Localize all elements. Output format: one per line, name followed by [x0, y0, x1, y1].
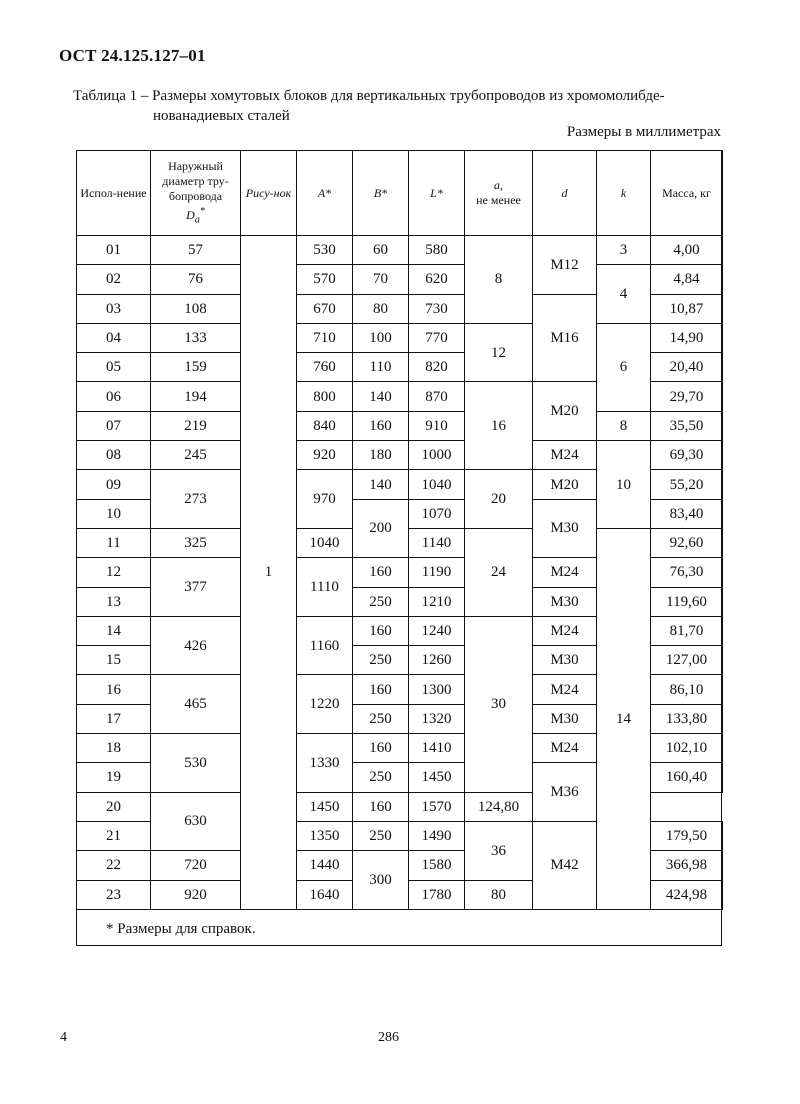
cell-L: 1410	[409, 734, 465, 763]
cell-diameter: 194	[151, 382, 241, 411]
cell-d: M20	[533, 382, 597, 441]
table-row	[77, 265, 723, 294]
cell-L: 1000	[409, 441, 465, 470]
cell-B: 160	[353, 411, 409, 440]
cell-L: 730	[409, 294, 465, 323]
cell-mass: 29,70	[651, 382, 723, 411]
cell-A: 1110	[297, 558, 353, 617]
cell-L: 1260	[409, 646, 465, 675]
cell-isp: 05	[77, 353, 151, 382]
cell-mass: 179,50	[651, 821, 723, 850]
cell-B: 250	[353, 587, 409, 616]
cell-mass: 69,30	[651, 441, 723, 470]
cell-d: M42	[533, 821, 597, 909]
cell-d: M12	[533, 236, 597, 295]
cell-B: 140	[353, 470, 409, 499]
cell-mass: 10,87	[651, 294, 723, 323]
cell-figure: 1	[241, 236, 297, 910]
cell-A: 670	[297, 294, 353, 323]
cell-isp: 06	[77, 382, 151, 411]
cell-d: M36	[533, 763, 597, 822]
cell-mass: 133,80	[651, 704, 723, 733]
cell-B: 300	[353, 851, 409, 910]
header-diameter	[151, 151, 241, 236]
cell-isp: 03	[77, 294, 151, 323]
cell-A: 920	[297, 441, 353, 470]
cell-isp: 11	[77, 528, 151, 557]
header-A: A*	[297, 151, 353, 236]
cell-L: 620	[409, 265, 465, 294]
cell-A: 840	[297, 411, 353, 440]
cell-diameter: 76	[151, 265, 241, 294]
cell-mass: 4,84	[651, 265, 723, 294]
cell-k: 3	[597, 236, 651, 265]
table-row	[77, 441, 723, 470]
cell-diameter: 920	[151, 880, 241, 909]
cell-diameter: 720	[151, 851, 241, 880]
cell-mass: 92,60	[651, 528, 723, 557]
cell-d: M30	[533, 499, 597, 558]
cell-A: 570	[297, 265, 353, 294]
cell-A: 1330	[297, 734, 353, 793]
cell-A: 1350	[297, 821, 353, 850]
cell-a: 30	[465, 616, 533, 792]
cell-mass: 102,10	[651, 734, 723, 763]
cell-d: M30	[533, 646, 597, 675]
cell-L: 1300	[409, 675, 465, 704]
footnote: * Размеры для справок.	[106, 921, 256, 937]
cell-isp: 12	[77, 558, 151, 587]
cell-isp: 20	[77, 792, 151, 821]
cell-mass: 124,80	[465, 792, 533, 821]
header-figure: Рису-нок	[241, 151, 297, 236]
cell-d: M30	[533, 587, 597, 616]
cell-B: 160	[353, 792, 409, 821]
cell-B: 110	[353, 353, 409, 382]
cell-k: 10	[597, 441, 651, 529]
cell-L: 580	[409, 236, 465, 265]
cell-B: 160	[353, 558, 409, 587]
cell-d: M16	[533, 294, 597, 382]
cell-L: 1070	[409, 499, 465, 528]
cell-isp: 22	[77, 851, 151, 880]
cell-L: 1210	[409, 587, 465, 616]
cell-A: 1450	[297, 792, 353, 821]
cell-B: 80	[353, 294, 409, 323]
cell-diameter: 630	[151, 792, 241, 851]
dimensions-table-frame	[76, 150, 722, 946]
cell-A: 1220	[297, 675, 353, 734]
cell-isp: 23	[77, 880, 151, 909]
page-number-center: 286	[378, 1030, 399, 1045]
cell-mass: 86,10	[651, 675, 723, 704]
cell-B: 140	[353, 382, 409, 411]
cell-diameter: 465	[151, 675, 241, 734]
cell-isp: 14	[77, 616, 151, 645]
cell-diameter: 108	[151, 294, 241, 323]
cell-diameter: 325	[151, 528, 241, 557]
units-note: Размеры в миллиметрах	[566, 124, 721, 140]
cell-L: 910	[409, 411, 465, 440]
cell-isp: 07	[77, 411, 151, 440]
cell-d: M24	[533, 734, 597, 763]
cell-k: 14	[597, 528, 651, 909]
cell-B: 160	[353, 675, 409, 704]
table-row	[77, 411, 723, 440]
cell-a: 20	[465, 470, 533, 529]
cell-A: 1160	[297, 616, 353, 675]
cell-B: 250	[353, 821, 409, 850]
cell-A: 530	[297, 236, 353, 265]
header-L: L*	[409, 151, 465, 236]
cell-A: 1440	[297, 851, 353, 880]
header-mass: Масса, кг	[651, 151, 723, 236]
header-d: d	[533, 151, 597, 236]
cell-mass: 81,70	[651, 616, 723, 645]
header-a-note: не менее	[476, 193, 521, 207]
cell-diameter: 377	[151, 558, 241, 617]
caption-line-1: Таблица 1 – Размеры хомутовых блоков для вертикальных трубопроводов из хромомолибде-	[73, 88, 665, 104]
dimensions-table	[76, 150, 723, 910]
cell-mass: 366,98	[651, 851, 723, 880]
cell-d: M20	[533, 470, 597, 499]
cell-L: 870	[409, 382, 465, 411]
cell-B: 250	[353, 646, 409, 675]
cell-B: 160	[353, 734, 409, 763]
cell-mass: 76,30	[651, 558, 723, 587]
cell-B: 60	[353, 236, 409, 265]
cell-mass: 14,90	[651, 323, 723, 352]
cell-diameter: 219	[151, 411, 241, 440]
cell-k: 4	[597, 265, 651, 324]
cell-isp: 01	[77, 236, 151, 265]
cell-L: 1490	[409, 821, 465, 850]
caption-line-2: нованадиевых сталей	[153, 108, 290, 124]
cell-d: M24	[533, 616, 597, 645]
cell-B: 160	[353, 616, 409, 645]
cell-L: 1780	[409, 880, 465, 909]
cell-diameter: 159	[151, 353, 241, 382]
document-code: ОСТ 24.125.127–01	[59, 46, 206, 65]
cell-L: 770	[409, 323, 465, 352]
cell-isp: 18	[77, 734, 151, 763]
cell-isp: 02	[77, 265, 151, 294]
cell-A: 1640	[297, 880, 353, 909]
cell-a: 8	[465, 236, 533, 324]
cell-B: 180	[353, 441, 409, 470]
cell-mass: 4,00	[651, 236, 723, 265]
cell-mass: 127,00	[651, 646, 723, 675]
cell-diameter: 273	[151, 470, 241, 529]
cell-mass: 20,40	[651, 353, 723, 382]
cell-A: 760	[297, 353, 353, 382]
cell-L: 820	[409, 353, 465, 382]
cell-d: M30	[533, 704, 597, 733]
cell-isp: 09	[77, 470, 151, 499]
cell-mass: 55,20	[651, 470, 723, 499]
cell-mass: 119,60	[651, 587, 723, 616]
cell-isp: 19	[77, 763, 151, 792]
cell-L: 1040	[409, 470, 465, 499]
cell-mass: 160,40	[651, 763, 723, 792]
cell-L: 1320	[409, 704, 465, 733]
cell-d: M24	[533, 558, 597, 587]
cell-B: 250	[353, 704, 409, 733]
header-B: B*	[353, 151, 409, 236]
cell-L: 1450	[409, 763, 465, 792]
cell-isp: 10	[77, 499, 151, 528]
cell-a: 12	[465, 323, 533, 382]
cell-isp: 13	[77, 587, 151, 616]
cell-isp: 04	[77, 323, 151, 352]
cell-mass: 83,40	[651, 499, 723, 528]
cell-B: 70	[353, 265, 409, 294]
header-a	[465, 151, 533, 236]
cell-k: 6	[597, 323, 651, 411]
header-ispolnenie: Испол-нение	[77, 151, 151, 236]
cell-A: 1040	[297, 528, 353, 557]
cell-a: 16	[465, 382, 533, 470]
cell-isp: 08	[77, 441, 151, 470]
cell-isp: 21	[77, 821, 151, 850]
table-row	[77, 236, 723, 265]
cell-diameter: 245	[151, 441, 241, 470]
cell-L: 1240	[409, 616, 465, 645]
table-row	[77, 323, 723, 352]
cell-B: 100	[353, 323, 409, 352]
cell-a: 36	[465, 821, 533, 880]
cell-L: 1190	[409, 558, 465, 587]
header-diameter-symbol: $D_a^*$	[186, 205, 205, 226]
cell-L: 1580	[409, 851, 465, 880]
table-caption	[73, 86, 723, 126]
cell-A: 800	[297, 382, 353, 411]
cell-d: M24	[533, 675, 597, 704]
page-number-left: 4	[60, 1030, 67, 1045]
cell-isp: 17	[77, 704, 151, 733]
cell-B: 250	[353, 763, 409, 792]
cell-a: 24	[465, 528, 533, 616]
cell-diameter: 426	[151, 616, 241, 675]
header-k: k	[597, 151, 651, 236]
cell-diameter: 133	[151, 323, 241, 352]
cell-diameter: 57	[151, 236, 241, 265]
cell-mass: 35,50	[651, 411, 723, 440]
cell-L: 1570	[409, 792, 465, 821]
cell-isp: 15	[77, 646, 151, 675]
header-a-symbol: a,	[494, 178, 503, 192]
cell-k: 8	[597, 411, 651, 440]
cell-a: 80	[465, 880, 533, 909]
header-diameter-text: Наружный диаметр тру-бопровода	[162, 158, 229, 203]
cell-diameter: 530	[151, 734, 241, 793]
cell-d: M24	[533, 441, 597, 470]
cell-L: 1140	[409, 528, 465, 557]
cell-A: 970	[297, 470, 353, 529]
cell-B: 200	[353, 499, 409, 558]
cell-isp: 16	[77, 675, 151, 704]
cell-A: 710	[297, 323, 353, 352]
cell-mass: 424,98	[651, 880, 723, 909]
